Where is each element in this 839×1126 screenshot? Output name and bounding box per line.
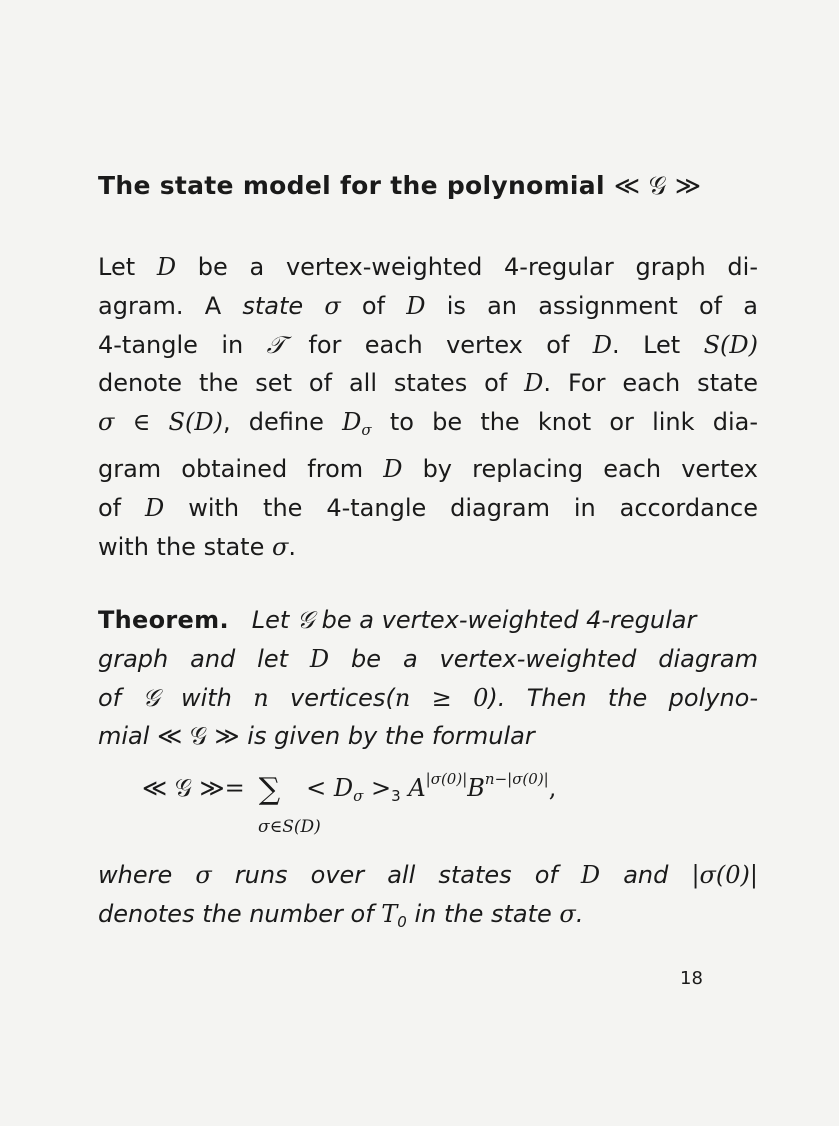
definition-line-7: of D with the 4-tangle diagram in accordance <box>98 493 758 522</box>
definition-line-3: 4-tangle in 𝒯 for each vertex of D. Let S(D) <box>98 330 759 359</box>
theorem-label: Theorem. <box>98 606 229 634</box>
page-number: 18 <box>680 968 703 989</box>
theorem-paragraph <box>98 601 778 756</box>
theorem-line-3: of 𝒢 with n vertices(n ≥ 0). Then the polyno- <box>98 683 759 712</box>
theorem-line-2: graph and let D be a vertex-weighted diagram <box>98 644 759 673</box>
formula-subscript-3: 3 <box>391 787 401 805</box>
polynomial-symbol: ≪ 𝒢 ≫ <box>613 171 702 200</box>
state-term: state <box>242 291 304 320</box>
section-title-text: The state model for the polynomial <box>98 171 605 200</box>
definition-line-2: agram. A state σ of D is an assignment of a <box>98 291 759 320</box>
formula-d-subscript: σ <box>353 787 364 805</box>
definition-line-8: with the state σ. <box>98 532 297 561</box>
state-sum-formula <box>142 770 556 807</box>
definition-line-4: denote the set of all states of D. For each state <box>98 369 758 398</box>
formula-bracket-open: < D <box>306 774 354 802</box>
definition-line-6: gram obtained from D by replacing each vertex <box>98 454 758 483</box>
formula-lhs: ≪ 𝒢 ≫= <box>142 774 245 802</box>
formula-B-exponent: n−|σ(0)| <box>484 770 549 788</box>
theorem-line-1: Theorem. Let 𝒢 be a vertex-weighted 4-regular <box>98 606 697 634</box>
theorem-line-4: mial ≪ 𝒢 ≫ is given by the formular <box>98 722 535 751</box>
formula-A-exponent: |σ(0)| <box>425 770 468 788</box>
theorem-conclusion <box>98 856 758 942</box>
definition-paragraph <box>98 248 758 566</box>
sum-symbol: ∑ <box>258 772 281 807</box>
definition-line-1: Let D be a vertex-weighted 4-regular graph di- <box>98 253 758 281</box>
theorem-line-5: where σ runs over all states of D and |σ(0)| <box>98 861 758 889</box>
formula-comma: , <box>548 774 557 802</box>
definition-line-5: σ ∈ S(D), define $D_\sigma$ to be the knot or link dia- <box>98 408 758 440</box>
section-title <box>98 171 701 201</box>
formula-A: A <box>408 774 426 802</box>
formula-B: B <box>467 774 485 802</box>
formula-bracket-close: > <box>363 774 392 802</box>
theorem-line-6: denotes the number of $T_0$ in the state σ. <box>98 899 584 931</box>
sum-index: σ∈S(D) <box>258 817 321 837</box>
